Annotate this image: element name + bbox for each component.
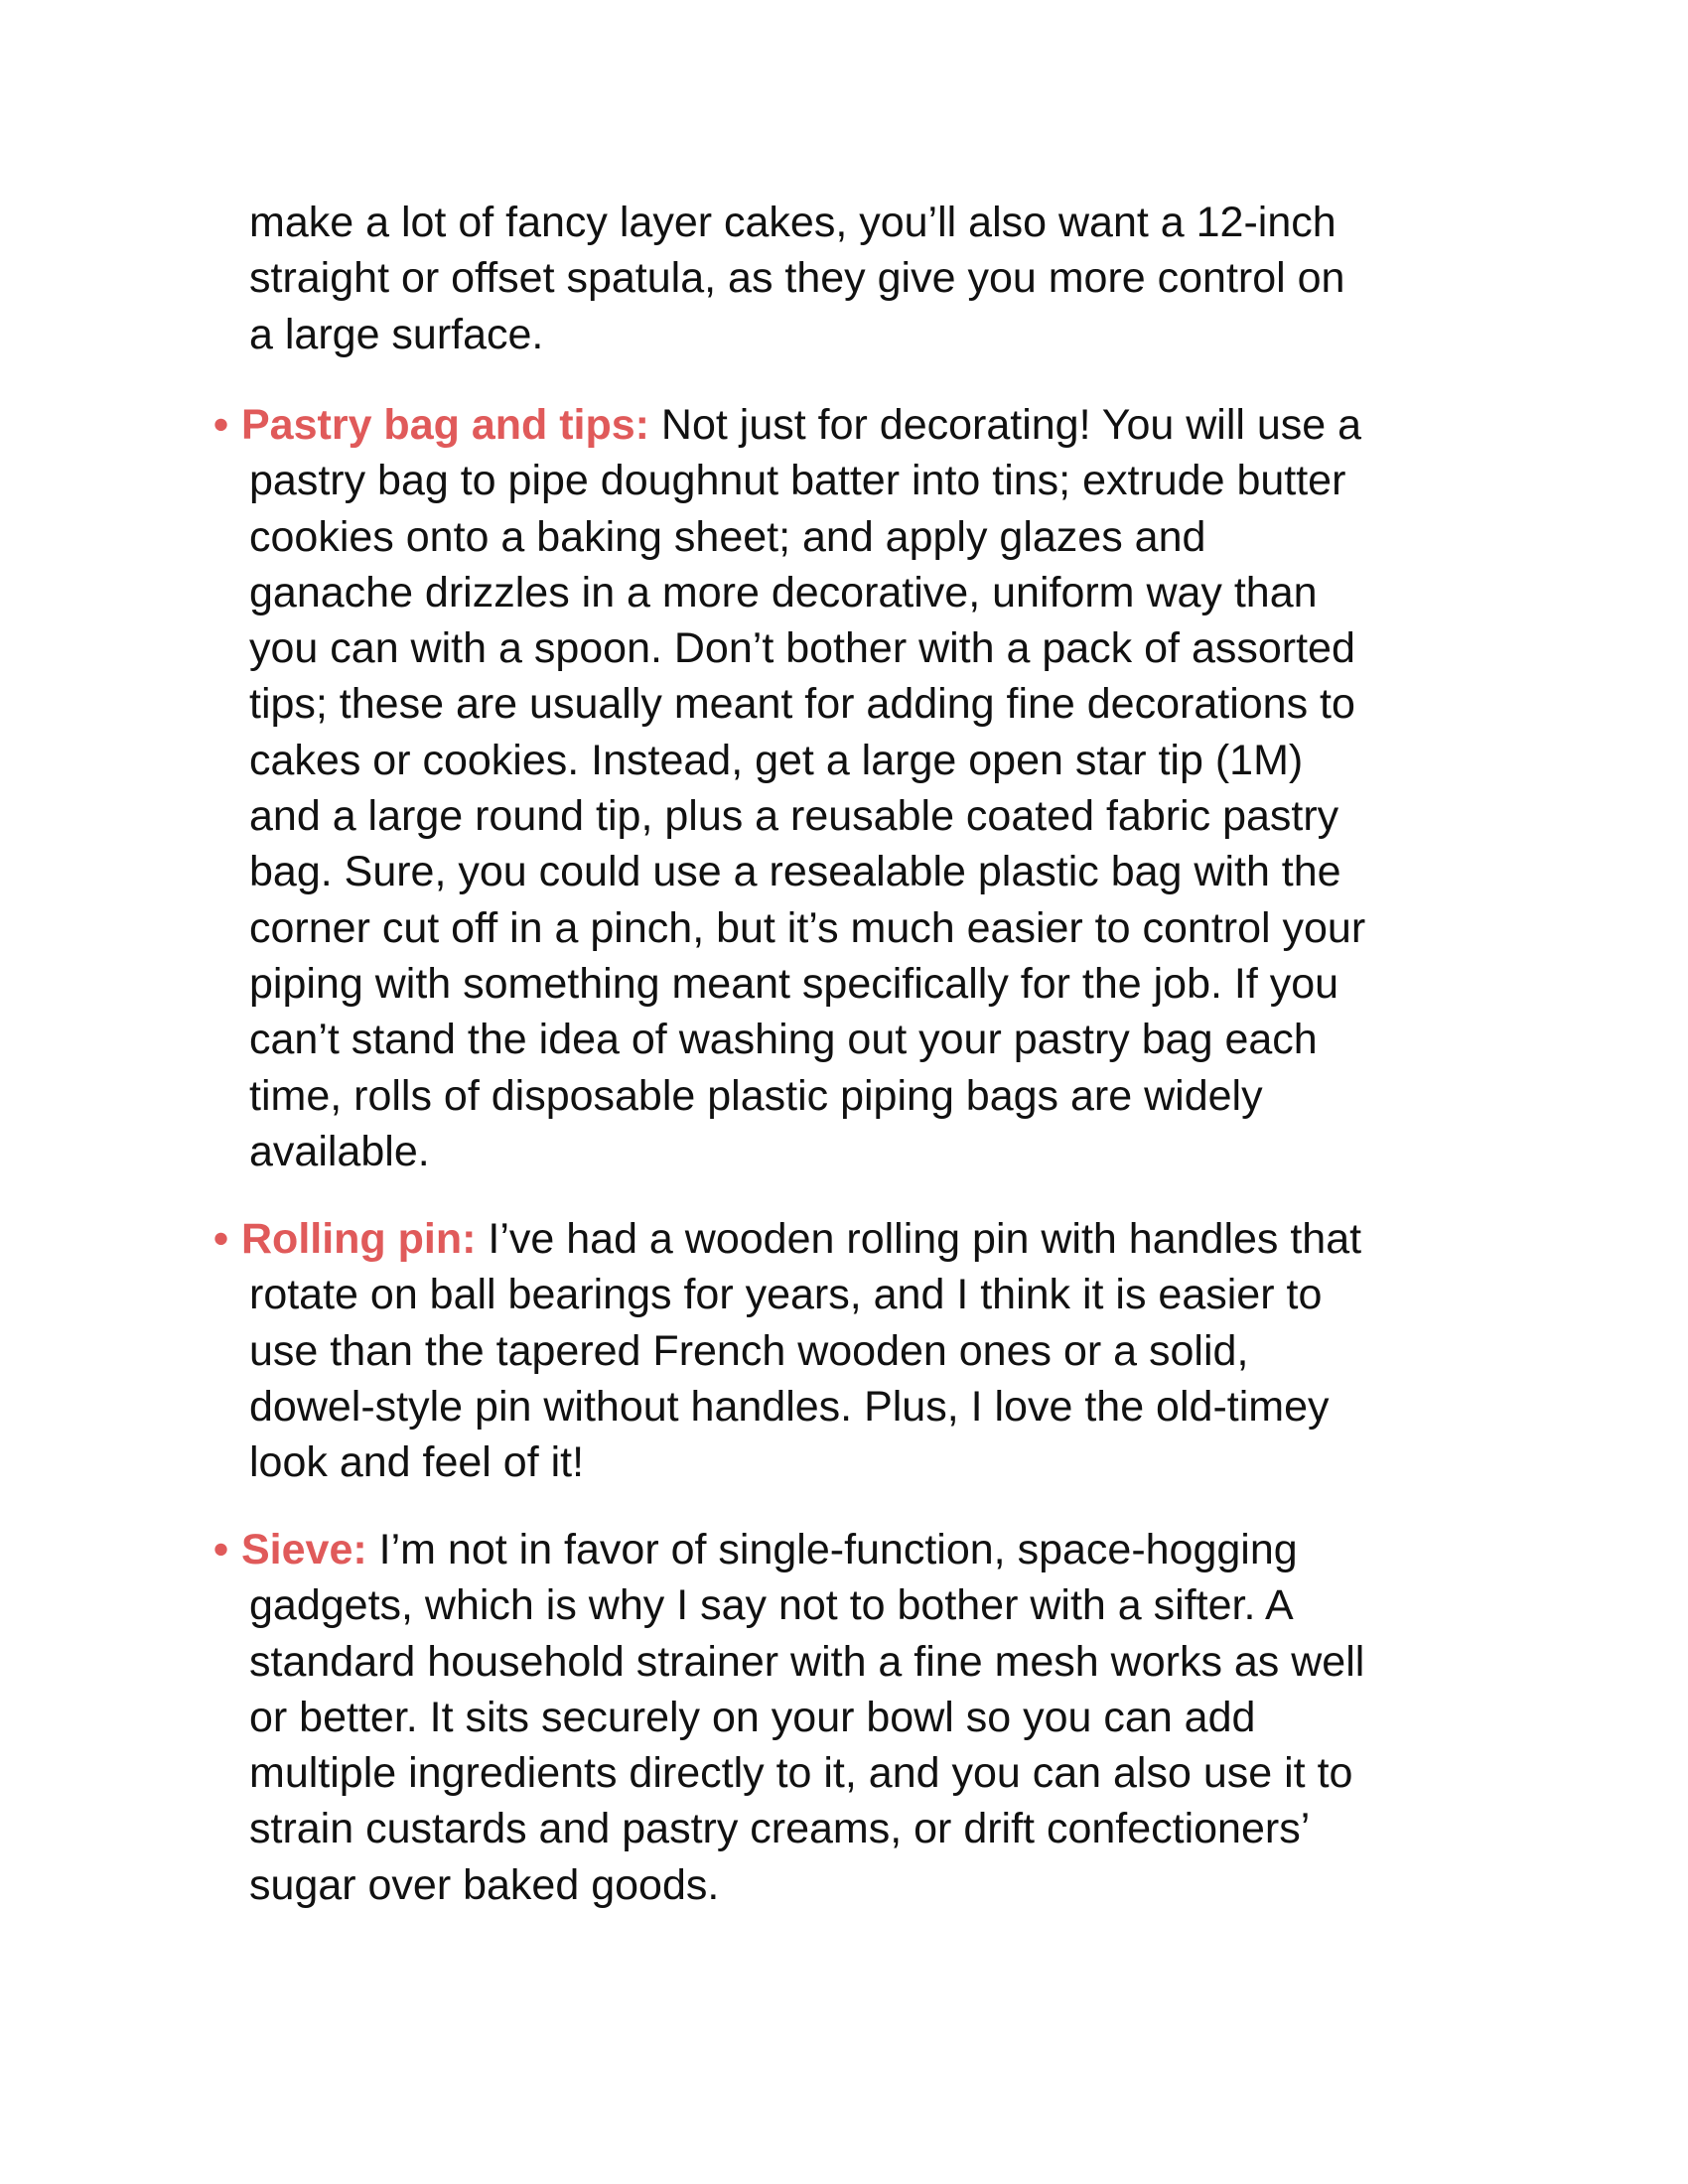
bullet-icon: • <box>213 1215 229 1263</box>
item-description: Not just for decorating! You will use a pastry bag to pipe doughnut batter into tins; extrude butter cookies onto a baking sheet; and apply glazes and ganache drizzles in a more decorative, uniform way than you can with a spoon. Don’t bother with a pack of assorted tips; these are usually meant for adding fine decorations to cakes or cookies. Instead, get a large open star tip (1M) and a large round tip, plus a reusable coated fabric pastry bag. Sure, you could use a resealable plastic bag with the corner cut off in a pinch, but it’s much easier to control your piping with something meant specifically for the job. If you can’t stand the idea of washing out your pastry bag each time, rolls of disposable plastic piping bags are widely available. <box>249 401 1366 1175</box>
continuation-paragraph: make a lot of fancy layer cakes, you’ll also want a 12-inch straight or offset spatula, as they give you more control on a large surface. <box>249 199 1345 358</box>
list-item-sieve <box>213 1522 1500 1913</box>
item-description: I’m not in favor of single-function, space-hogging gadgets, which is why I say not to bother with a sifter. A standard household strainer with a fine mesh works as well or better. It sits securely on your bowl so you can add multiple ingredients directly to it, and you can also use it to strain custards and pastry creams, or drift confectioners’ sugar over baked goods. <box>249 1526 1365 1909</box>
item-term: Pastry bag and tips: <box>241 401 649 449</box>
item-description: I’ve had a wooden rolling pin with handles that rotate on ball bearings for years, and I think it is easier to use than the tapered French wooden ones or a solid, dowel-style pin without handles. Plus, I love the old-timey look and feel of it! <box>249 1215 1362 1487</box>
bullet-icon: • <box>213 401 229 449</box>
list-item-pastry-bag <box>213 397 1500 1179</box>
list-item-rolling-pin <box>213 1211 1500 1490</box>
item-term: Sieve: <box>241 1526 367 1573</box>
item-term: Rolling pin: <box>241 1215 477 1263</box>
bullet-icon: • <box>213 1526 229 1573</box>
